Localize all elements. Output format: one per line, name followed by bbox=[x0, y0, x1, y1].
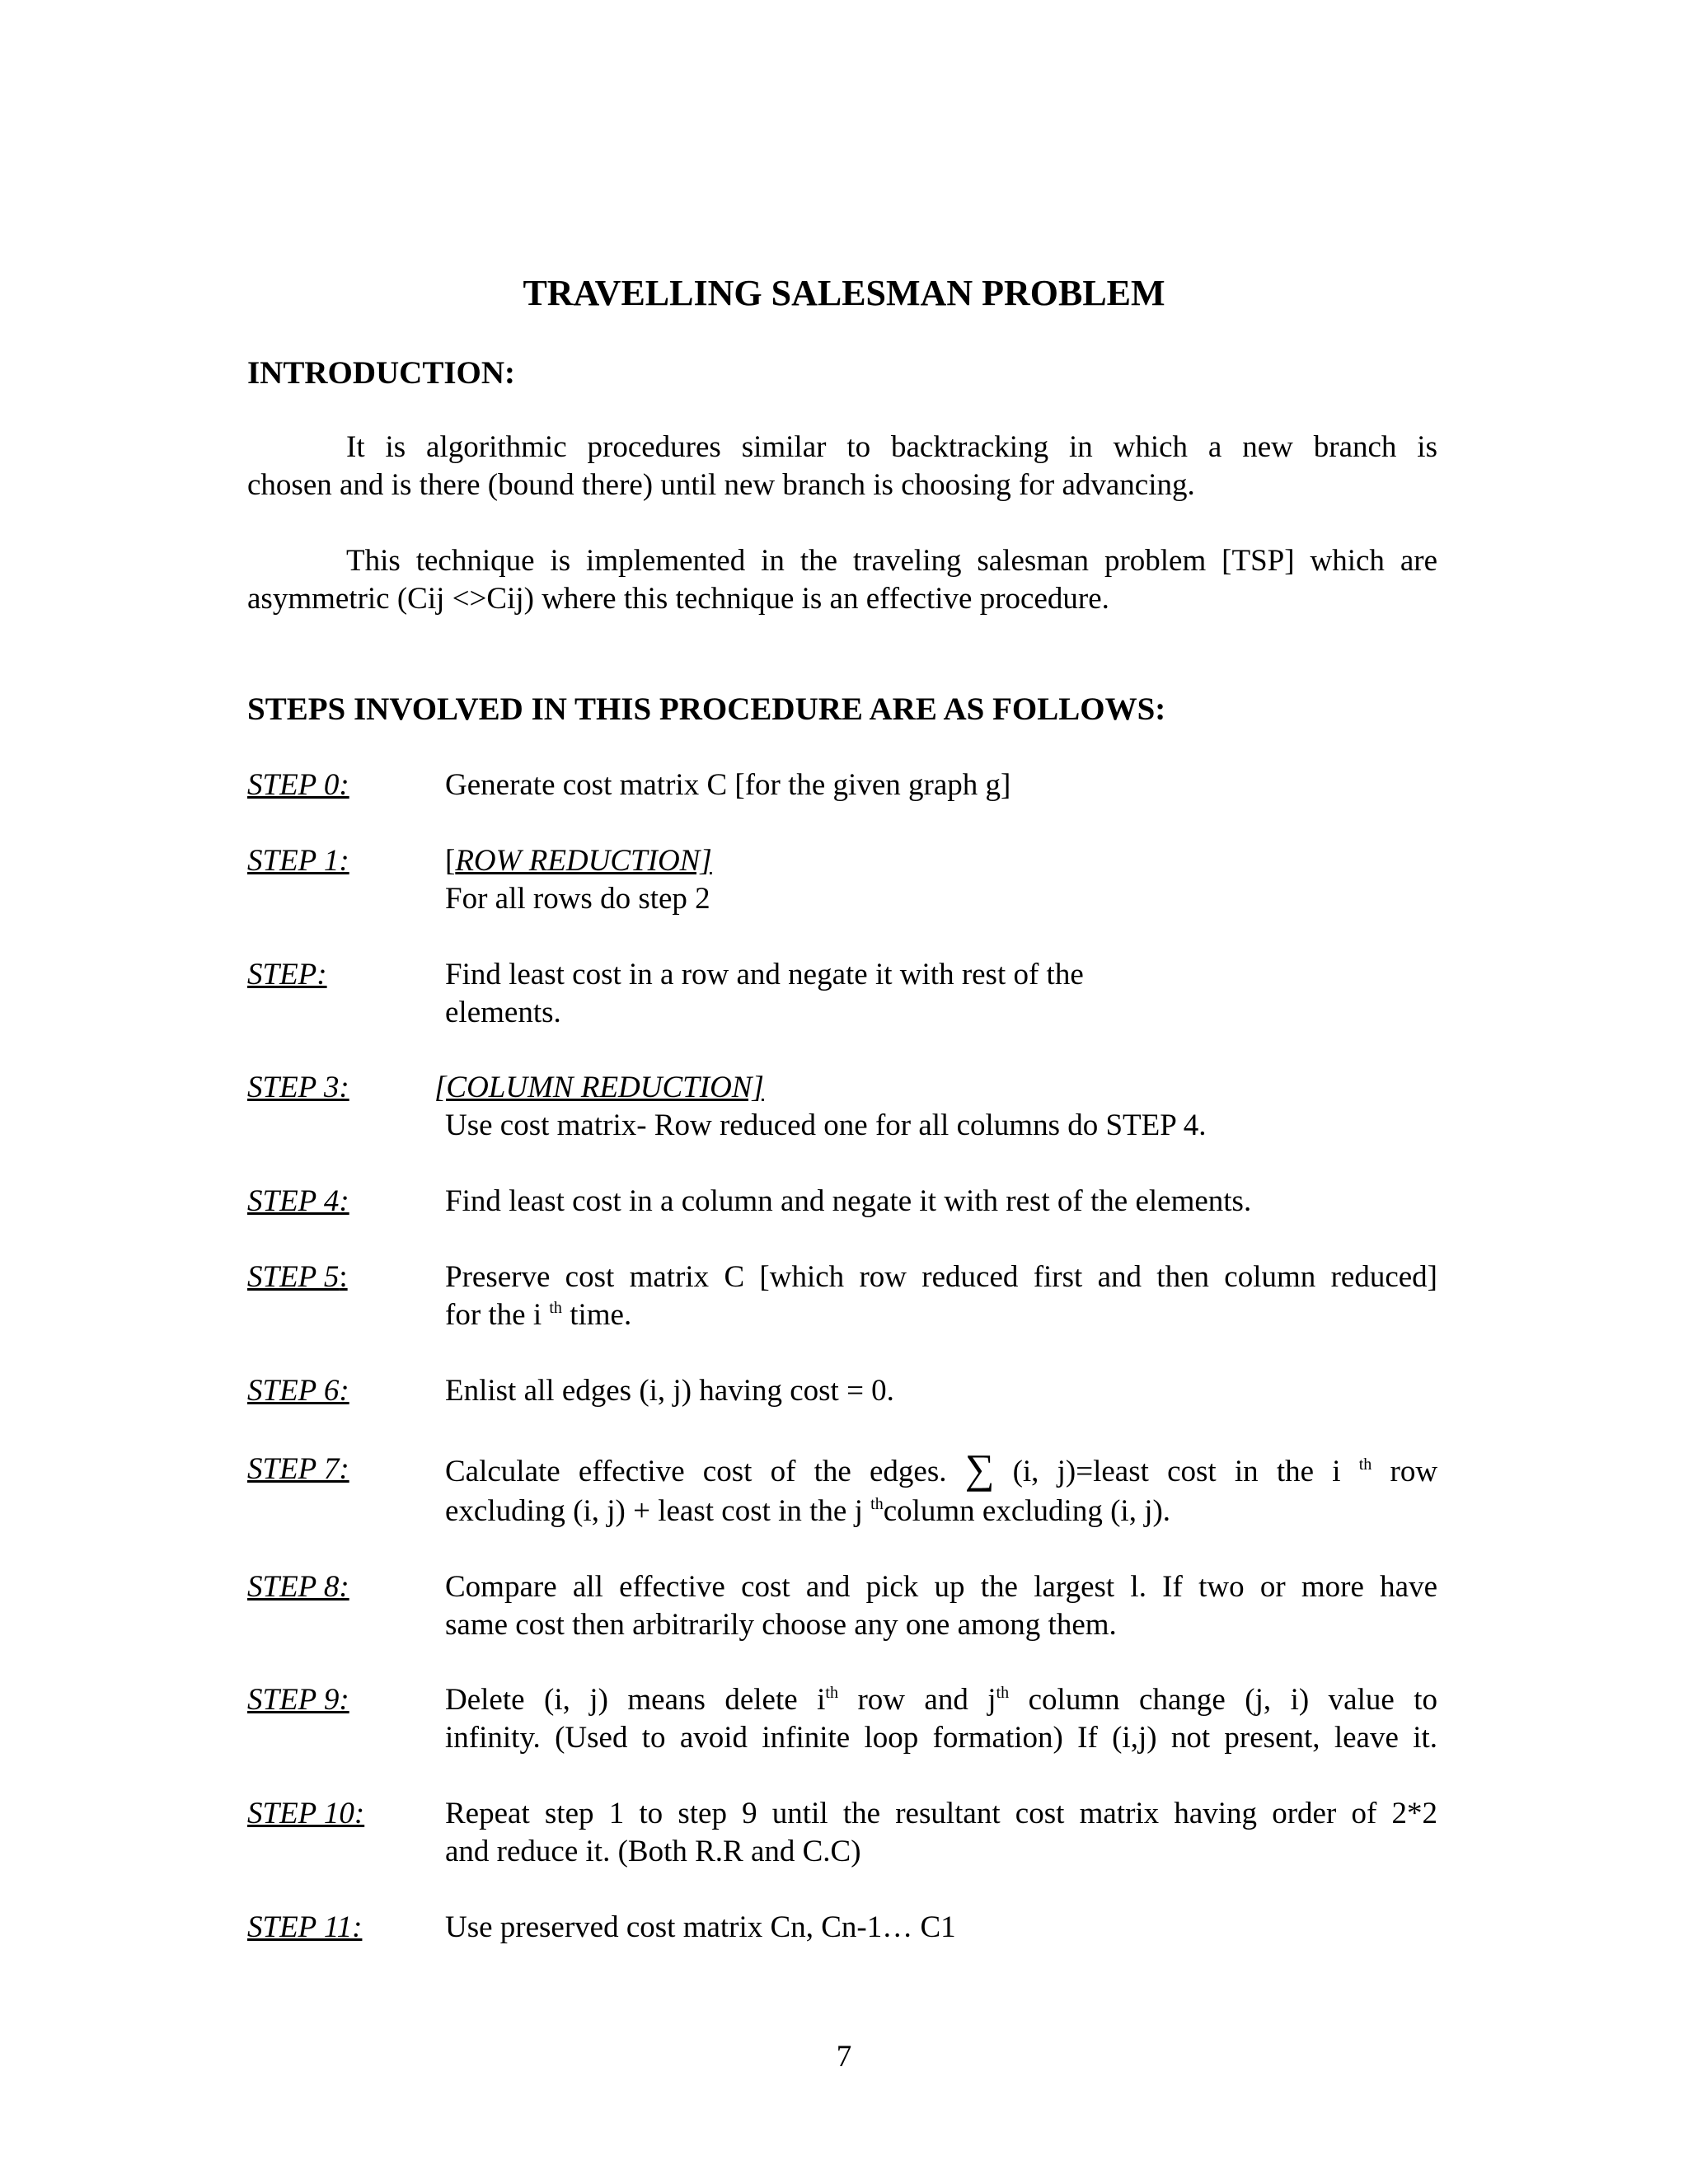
step-1-line-2: For all rows do step 2 bbox=[445, 882, 710, 916]
step-11-line-1: Use preserved cost matrix Cn, Cn-1… C1 bbox=[445, 1910, 956, 1944]
step-9-line-1-b: row and j bbox=[857, 1683, 996, 1717]
step-10-line-2: and reduce it. (Both R.R and C.C) bbox=[445, 1835, 861, 1868]
step-8-body bbox=[445, 1568, 1437, 1644]
step-2-label: STEP: bbox=[247, 958, 327, 991]
step-7-line-1-c: row bbox=[1390, 1455, 1438, 1488]
step-3-column-reduction: [COLUMN REDUCTION] bbox=[434, 1071, 764, 1104]
step-5-line-2-a: for the i bbox=[445, 1298, 542, 1332]
step-3-body bbox=[434, 1069, 1437, 1145]
intro-heading: INTRODUCTION: bbox=[247, 355, 516, 391]
step-11-label: STEP 11: bbox=[247, 1910, 363, 1944]
step-2-line-2: elements. bbox=[445, 996, 561, 1029]
step-7-line-2 bbox=[445, 1492, 1437, 1531]
step-1-bracket: [ bbox=[445, 844, 456, 878]
step-7-line-1-a: Calculate effective cost of the edges. bbox=[445, 1455, 947, 1488]
step-0-line-1: Generate cost matrix C [for the given graph g] bbox=[445, 768, 1011, 802]
step-6-label: STEP 6: bbox=[247, 1374, 349, 1408]
step-10-body bbox=[445, 1795, 1437, 1871]
step-11-body bbox=[445, 1909, 1437, 1947]
step-9-line-1-a: Delete (i, j) means delete i bbox=[445, 1683, 826, 1717]
intro-p1-line-1: It is algorithmic procedures similar to backtracking in which a new branch is bbox=[346, 430, 1437, 464]
step-1-line-1 bbox=[445, 842, 1437, 880]
step-10-label: STEP 10: bbox=[247, 1797, 365, 1830]
step-7-line-1 bbox=[445, 1446, 1438, 1492]
step-8-label: STEP 8: bbox=[247, 1570, 349, 1604]
step-7-body bbox=[445, 1446, 1438, 1531]
step-7-label: STEP 7: bbox=[247, 1452, 349, 1486]
intro-p1-line-2: chosen and is there (bound there) until new branch is choosing for advancing. bbox=[247, 468, 1195, 502]
step-5-sup-th: th bbox=[549, 1299, 562, 1317]
intro-p2-line-2: asymmetric (Cij <>Cij) where this technique is an effective procedure. bbox=[247, 582, 1109, 616]
step-0-label: STEP 0: bbox=[247, 768, 349, 802]
step-2-line-1: Find least cost in a row and negate it with rest of the bbox=[445, 958, 1084, 991]
step-9-line-2: infinity. (Used to avoid infinite loop formation) If (i,j) not present, leave it. bbox=[445, 1721, 1437, 1755]
step-1-label: STEP 1: bbox=[247, 844, 349, 878]
step-6-body bbox=[445, 1372, 1437, 1410]
step-8-line-1: Compare all effective cost and pick up the largest l. If two or more have bbox=[445, 1570, 1437, 1604]
step-8-line-2: same cost then arbitrarily choose any one among them. bbox=[445, 1608, 1117, 1642]
step-9-line-1 bbox=[445, 1681, 1437, 1719]
step-9-line-1-c: column change (j, i) value to bbox=[1028, 1683, 1438, 1717]
step-3-label: STEP 3: bbox=[247, 1071, 349, 1104]
step-5-line-1: Preserve cost matrix C [which row reduced first and then column reduced] bbox=[445, 1260, 1437, 1294]
step-1-row-reduction: ROW REDUCTION] bbox=[455, 844, 712, 878]
step-9-sup-th-2: th bbox=[996, 1684, 1010, 1702]
intro-p2-line-1: This technique is implemented in the traveling salesman problem [TSP] which are bbox=[346, 544, 1437, 578]
step-4-body bbox=[445, 1183, 1437, 1221]
step-4-label: STEP 4: bbox=[247, 1184, 349, 1218]
step-5-body bbox=[445, 1258, 1437, 1334]
step-9-body bbox=[445, 1681, 1437, 1757]
step-5-line-2 bbox=[445, 1296, 1437, 1334]
step-3-line-2: Use cost matrix- Row reduced one for all columns do STEP 4. bbox=[445, 1108, 1207, 1142]
page-number: 7 bbox=[836, 2040, 852, 2074]
step-6-line-1: Enlist all edges (i, j) having cost = 0. bbox=[445, 1374, 894, 1408]
step-5-label-text: STEP 5 bbox=[247, 1260, 340, 1294]
intro-paragraph-2 bbox=[247, 542, 1437, 618]
step-5-label bbox=[247, 1258, 348, 1296]
page-title: TRAVELLING SALESMAN PROBLEM bbox=[523, 273, 1165, 313]
step-5-label-colon: : bbox=[339, 1260, 348, 1294]
steps-heading: STEPS INVOLVED IN THIS PROCEDURE ARE AS FOLLOWS: bbox=[247, 691, 1166, 727]
step-9-label: STEP 9: bbox=[247, 1683, 349, 1717]
step-10-line-1: Repeat step 1 to step 9 until the resultant cost matrix having order of 2*2 bbox=[445, 1797, 1437, 1830]
step-7-sup-th-2: th bbox=[870, 1495, 884, 1513]
step-0-body bbox=[445, 766, 1437, 804]
step-9-sup-th-1: th bbox=[825, 1684, 838, 1702]
sigma-symbol: ∑ bbox=[964, 1446, 995, 1492]
step-2-body bbox=[445, 956, 1437, 1032]
intro-paragraph-1 bbox=[247, 429, 1437, 504]
step-7-sup-th-1: th bbox=[1358, 1455, 1372, 1474]
step-7-line-2-a: excluding (i, j) + least cost in the j bbox=[445, 1494, 863, 1528]
step-5-line-2-b: time. bbox=[570, 1298, 632, 1332]
step-7-line-2-b: column excluding (i, j). bbox=[883, 1494, 1171, 1528]
step-4-line-1: Find least cost in a column and negate it with rest of the elements. bbox=[445, 1184, 1252, 1218]
step-1-body bbox=[445, 842, 1437, 918]
step-7-line-1-b: (i, j)=least cost in the i bbox=[1012, 1455, 1341, 1488]
